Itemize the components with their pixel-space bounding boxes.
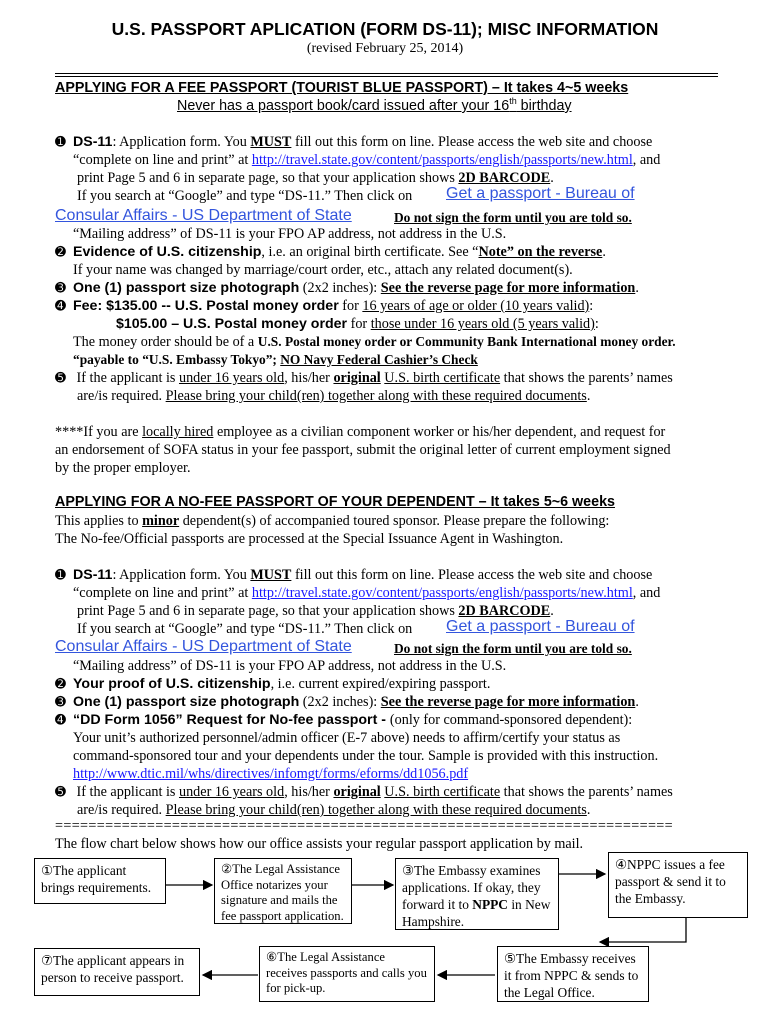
fee-item-minor-line2: are/is required. Please bring your child(ren) together along with these required documents.	[77, 388, 591, 404]
locally-hired-note: ****If you are locally hired employee as a civilian component worker or his/her dependent, and request for	[55, 424, 666, 440]
flow-step-5: ⑤The Embassy receives it from NPPC & sends to the Legal Office.	[497, 946, 649, 1002]
nofee-do-not-sign: Do not sign the form until you are told so.	[394, 641, 632, 656]
fee-item-citizenship: ➋ Evidence of U.S. citizenship, i.e. an original birth certificate. See “Note” on the reverse.	[55, 244, 606, 260]
dd1056-form-link[interactable]: http://www.dtic.mil/whs/directives/infomgt/forms/eforms/dd1056.pdf	[73, 766, 469, 782]
fee-item-minor: ➎ If the applicant is under 16 years old, his/her original U.S. birth certificate that shows the parents’ names	[55, 370, 673, 386]
bullet-3-icon: ➌	[55, 695, 66, 710]
fee-item-fee-line4: “payable to “U.S. Embassy Tokyo”; NO Navy Federal Cashier’s Check	[73, 352, 478, 367]
flow-chart-intro: The flow chart below shows how our office assists your regular passport application by mail.	[55, 836, 584, 852]
flow-step-7: ⑦The applicant appears in person to receive passport.	[34, 948, 200, 996]
section-separator: ==========================================================================	[55, 818, 673, 834]
bullet-4-icon: ➍	[55, 713, 66, 728]
bullet-1-icon: ➊	[55, 568, 66, 583]
fee-item-ds11-line2: “complete on line and print” at http://travel.state.gov/content/passports/english/passports/new.html, and	[73, 152, 661, 168]
flow-step-2: ②The Legal Assistance Office notarizes your signature and mails the fee passport application.	[214, 858, 352, 924]
locally-hired-note-line3: by the proper employer.	[55, 460, 191, 476]
flow-step-4: ④NPPC issues a fee passport & send it to the Embassy.	[608, 852, 748, 918]
fee-item-citizenship-line2: If your name was changed by marriage/court order, etc., attach any related document(s).	[73, 262, 573, 278]
flow-step-3: ③The Embassy examines applications. If okay, they forward it to NPPC in New Hampshire.	[395, 858, 559, 930]
nofee-mailing-address: “Mailing address” of DS-11 is your FPO AP address, not address in the U.S.	[73, 658, 507, 674]
bullet-2-icon: ➋	[55, 677, 66, 692]
fee-item-fee-line3: The money order should be of a U.S. Postal money order or Community Bank International money order.	[73, 334, 676, 350]
bullet-5-icon: ➎	[55, 785, 66, 800]
locally-hired-note-line2: an endorsement of SOFA status in your fee passport, submit the original letter of current employment signed	[55, 442, 671, 458]
fee-item-fee: ➍ Fee: $135.00 -- U.S. Postal money order for 16 years of age or older (10 years valid):	[55, 298, 594, 314]
bullet-2-icon: ➋	[55, 245, 66, 260]
fee-section-heading: APPLYING FOR A FEE PASSPORT (TOURIST BLUE PASSPORT) – It takes 4~5 weeks	[55, 80, 629, 96]
bullet-4-icon: ➍	[55, 299, 66, 314]
fee-item-ds11: ➊ DS-11: Application form. You MUST fill out this form on line. Please access the web site and choose	[55, 134, 653, 150]
fee-google-link-a[interactable]: Get a passport - Bureau of	[446, 185, 635, 202]
nofee-item-dd1056-line3: command-sponsored tour and your dependents under the tour. Sample is provided with this instruction.	[73, 748, 659, 764]
nofee-intro-line2: The No-fee/Official passports are processed at the Special Issuance Agent in Washington.	[55, 531, 564, 547]
fee-item-photo: ➌ One (1) passport size photograph (2x2 inches): See the reverse page for more information.	[55, 280, 639, 296]
arrow-4-to-5	[600, 918, 686, 942]
fee-item-ds11-line4: If you search at “Google” and type “DS-11.” Then click on	[77, 188, 413, 204]
nofee-intro-line1: This applies to minor dependent(s) of accompanied toured sponsor. Please prepare the following:	[55, 513, 610, 529]
bullet-3-icon: ➌	[55, 281, 66, 296]
passport-new-link[interactable]: http://travel.state.gov/content/passports/english/passports/new.html	[251, 585, 633, 601]
fee-do-not-sign: Do not sign the form until you are told so.	[394, 210, 632, 225]
nofee-google-link-a[interactable]: Get a passport - Bureau of	[446, 618, 635, 635]
nofee-item-ds11: ➊ DS-11: Application form. You MUST fill out this form on line. Please access the web site and choose	[55, 567, 653, 583]
bullet-1-icon: ➊	[55, 135, 66, 150]
fee-mailing-address: “Mailing address” of DS-11 is your FPO AP address, not address in the U.S.	[73, 226, 507, 242]
nofee-item-dd1056-line2: Your unit’s authorized personnel/admin officer (E-7 above) needs to affirm/certify your status as	[73, 730, 621, 746]
nofee-item-minor-line2: are/is required. Please bring your child(ren) together along with these required documents.	[77, 802, 591, 818]
revision-date: (revised February 25, 2014)	[306, 41, 464, 56]
nofee-google-link-b[interactable]: Consular Affairs - US Department of State	[55, 638, 352, 655]
page-title: U.S. PASSPORT APLICATION (FORM DS-11); MISC INFORMATION	[111, 19, 659, 39]
nofee-item-minor: ➎ If the applicant is under 16 years old, his/her original U.S. birth certificate that shows the parents’ names	[55, 784, 673, 800]
bullet-5-icon: ➎	[55, 371, 66, 386]
nofee-item-ds11-line4: If you search at “Google” and type “DS-11.” Then click on	[77, 621, 413, 637]
nofee-section-heading: APPLYING FOR A NO-FEE PASSPORT OF YOUR DEPENDENT – It takes 5~6 weeks	[55, 494, 615, 510]
nofee-item-dd1056: ➍ “DD Form 1056” Request for No-fee passport - (only for command-sponsored dependent):	[55, 712, 633, 728]
fee-item-ds11-line3: print Page 5 and 6 in separate page, so that your application shows 2D BARCODE.	[77, 170, 554, 186]
nofee-item-citizenship: ➋ Your proof of U.S. citizenship, i.e. current expired/expiring passport.	[55, 676, 491, 692]
fee-section-subheading: Never has a passport book/card issued after your 16th birthday	[177, 96, 572, 114]
flow-step-1: ①The applicant brings requirements.	[34, 858, 166, 904]
fee-google-link-b[interactable]: Consular Affairs - US Department of State	[55, 207, 352, 224]
nofee-item-ds11-line2: “complete on line and print” at http://travel.state.gov/content/passports/english/passports/new.html, and	[73, 585, 661, 601]
fee-item-fee-line2: $105.00 – U.S. Postal money order for those under 16 years old (5 years valid):	[116, 316, 599, 332]
nofee-item-photo: ➌ One (1) passport size photograph (2x2 inches): See the reverse page for more information.	[55, 694, 639, 710]
flow-step-6: ⑥The Legal Assistance receives passports and calls you for pick-up.	[259, 946, 435, 1002]
passport-new-link[interactable]: http://travel.state.gov/content/passports/english/passports/new.html	[251, 152, 633, 168]
nofee-item-ds11-line3: print Page 5 and 6 in separate page, so that your application shows 2D BARCODE.	[77, 603, 554, 619]
